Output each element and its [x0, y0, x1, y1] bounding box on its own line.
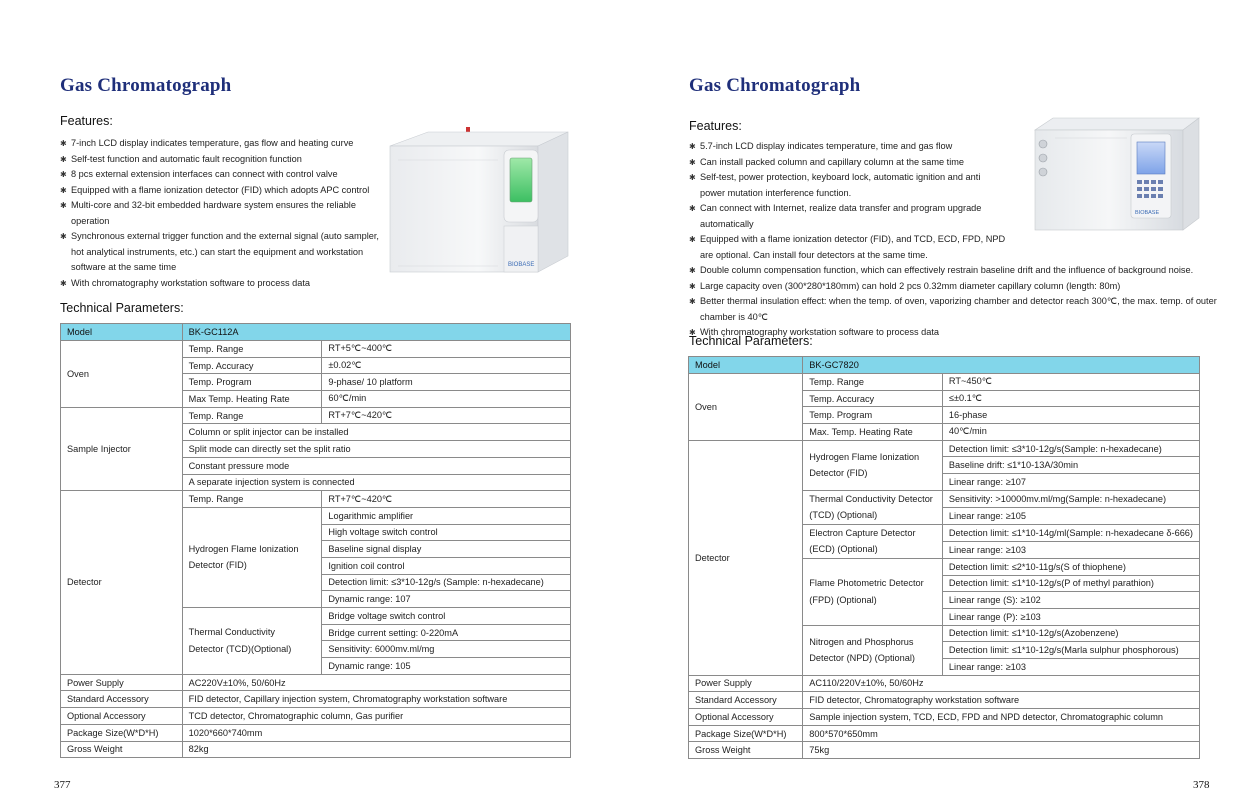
param-value: Detection limit: ≤1*10-14g/ml(Sample: n-hexadecane δ-666): [942, 524, 1199, 541]
tech-params-heading: Technical Parameters:: [689, 334, 813, 348]
injector-label: Sample Injector: [61, 407, 183, 490]
spec-table: [60, 323, 571, 758]
param-value: 9-phase/ 10 platform: [322, 374, 571, 391]
param-value: Detection limit: ≤1*10-12g/s(Azobenzene): [942, 625, 1199, 642]
features-heading: Features:: [689, 119, 742, 133]
param-value: Dynamic range: 105: [322, 658, 571, 675]
param-name: Temp. Range: [182, 341, 322, 358]
table-row: [689, 692, 1200, 709]
param-value: 40℃/min: [942, 424, 1199, 441]
param-value: Linear range: ≥103: [942, 541, 1199, 558]
param-value: 60℃/min: [322, 391, 571, 408]
param-name: Package Size(W*D*H): [61, 724, 183, 741]
fid-label-line1: Hydrogen Flame Ionization: [188, 543, 299, 554]
table-row: [689, 675, 1200, 692]
tcd-label-line1: Thermal Conductivity Detector: [809, 493, 933, 504]
list-item: ✱ Better thermal insulation effect: when the temp. of oven, vaporizing chamber and detector reach 300℃, the max. temp. of outer chamber is 40℃: [689, 294, 1219, 325]
param-value: Linear range: ≥103: [942, 658, 1199, 675]
list-item: ✱ 5.7-inch LCD display indicates temperature, time and gas flow: [689, 139, 1019, 155]
param-name: Temp. Program: [803, 407, 943, 424]
brand-logo: BIOBASE: [508, 262, 535, 268]
tcd-label-line1: Thermal Conductivity: [188, 627, 275, 638]
tcd-label-line2: (TCD) (Optional): [809, 510, 878, 521]
list-item: ✱ Large capacity oven (300*280*180mm) can hold 2 pcs 0.32mm diameter capillary column (length: 80m): [689, 279, 1219, 295]
spec-table: [688, 356, 1200, 759]
param-value: Baseline signal display: [322, 541, 571, 558]
param-value: Dynamic range: 107: [322, 591, 571, 608]
table-row: [61, 741, 571, 758]
param-name: Gross Weight: [61, 741, 183, 758]
table-row: [689, 374, 1200, 391]
list-item: ✱ Self-test function and automatic fault recognition function: [60, 152, 390, 168]
model-label: Model: [689, 357, 803, 374]
brand-logo: BIOBASE: [1135, 210, 1160, 216]
param-value: Detection limit: ≤1*10-12g/s(P of methyl parathion): [942, 575, 1199, 592]
tcd-label: [803, 490, 943, 524]
npd-label: [803, 625, 943, 675]
list-item: ✱ With chromatography workstation software to process data: [60, 276, 390, 292]
product-image: [388, 126, 570, 276]
product-image: [1033, 114, 1201, 234]
param-name: Package Size(W*D*H): [689, 725, 803, 742]
page-title: Gas Chromatograph: [689, 75, 861, 96]
npd-label-line1: Nitrogen and Phosphorus: [809, 636, 914, 647]
param-value: FID detector, Chromatography workstation software: [803, 692, 1200, 709]
param-name: Power Supply: [689, 675, 803, 692]
param-name: Optional Accessory: [689, 709, 803, 726]
param-value: Ignition coil control: [322, 557, 571, 574]
list-item: ✱ Multi-core and 32-bit embedded hardware system ensures the reliable operation: [60, 198, 390, 229]
param-value: Sample injection system, TCD, ECD, FPD and NPD detector, Chromatographic column: [803, 709, 1200, 726]
fid-label-line1: Hydrogen Flame Ionization: [809, 451, 920, 462]
param-name: Gross Weight: [689, 742, 803, 759]
param-value: Detection limit: ≤3*10-12g/s (Sample: n-hexadecane): [322, 574, 571, 591]
ecd-label-line1: Electron Capture Detector: [809, 527, 916, 538]
param-name: Optional Accessory: [61, 708, 183, 725]
param-value: Baseline drift: ≤1*10-13A/30min: [942, 457, 1199, 474]
features-heading: Features:: [60, 114, 113, 128]
fpd-label: [803, 558, 943, 625]
param-value: Detection limit: ≤3*10-12g/s(Sample: n-hexadecane): [942, 440, 1199, 457]
param-value: Linear range: ≥105: [942, 507, 1199, 524]
table-row: [689, 709, 1200, 726]
right-page: [629, 0, 1258, 800]
param-value: ≤±0.1℃: [942, 390, 1199, 407]
features-list: [60, 136, 390, 291]
ecd-label-line2: (ECD) (Optional): [809, 544, 878, 555]
page-title: Gas Chromatograph: [60, 75, 232, 96]
tcd-label: [182, 608, 322, 675]
table-row: [689, 725, 1200, 742]
list-item: ✱ With chromatography workstation software to process data: [689, 325, 1219, 341]
param-value: ±0.02℃: [322, 357, 571, 374]
table-header-row: [689, 357, 1200, 374]
param-note: Split mode can directly set the split ratio: [182, 441, 570, 458]
fid-label: [803, 440, 943, 490]
detector-label: Detector: [689, 440, 803, 675]
param-value: 16-phase: [942, 407, 1199, 424]
param-name: Max Temp. Heating Rate: [182, 391, 322, 408]
param-name: Standard Accessory: [689, 692, 803, 709]
param-value: 800*570*650mm: [803, 725, 1200, 742]
gas-chromatograph-illustration: [388, 126, 570, 276]
tech-params-heading: Technical Parameters:: [60, 301, 184, 315]
list-item: ✱ Double column compensation function, which can effectively restrain baseline drift and the influence of background noise.: [689, 263, 1219, 279]
param-value: Linear range (P): ≥103: [942, 608, 1199, 625]
page-number: 378: [1193, 779, 1210, 791]
fid-label: [182, 507, 322, 607]
oven-label: Oven: [689, 374, 803, 441]
param-value: Detection limit: ≤1*10-12g/s(Marla sulphur phosphorous): [942, 642, 1199, 659]
oven-label: Oven: [61, 341, 183, 408]
param-value: RT+5℃~400℃: [322, 341, 571, 358]
list-item: ✱ Synchronous external trigger function and the external signal (auto sampler, hot analytical instruments, etc.) can start the equipment and workstation software at the same time: [60, 229, 390, 276]
model-value: BK-GC112A: [182, 324, 570, 341]
list-item: ✱ Self-test, power protection, keyboard lock, automatic ignition and anti power mutation interference function.: [689, 170, 999, 201]
tcd-label-line2: Detector (TCD)(Optional): [188, 643, 292, 654]
list-item: ✱ Equipped with a flame ionization detector (FID) which adopts APC control: [60, 183, 390, 199]
param-note: Constant pressure mode: [182, 457, 570, 474]
fid-label-line2: Detector (FID): [188, 560, 247, 571]
page-number: 377: [54, 779, 71, 791]
param-name: Temp. Accuracy: [182, 357, 322, 374]
param-value: 1020*660*740mm: [182, 724, 570, 741]
param-value: FID detector, Capillary injection system, Chromatography workstation software: [182, 691, 570, 708]
param-note: A separate injection system is connected: [182, 474, 570, 491]
table-row: [689, 440, 1200, 457]
param-value: RT~450℃: [942, 374, 1199, 391]
fpd-label-line2: (FPD) (Optional): [809, 594, 877, 605]
param-name: Temp. Accuracy: [803, 390, 943, 407]
table-row: [61, 724, 571, 741]
param-value: Logarithmic amplifier: [322, 507, 571, 524]
param-value: Linear range (S): ≥102: [942, 592, 1199, 609]
param-value: Bridge current setting: 0-220mA: [322, 624, 571, 641]
param-name: Standard Accessory: [61, 691, 183, 708]
param-name: Temp. Range: [182, 491, 322, 508]
param-note: Column or split injector can be installed: [182, 424, 570, 441]
param-value: RT+7℃~420℃: [322, 407, 571, 424]
param-value: Sensitivity: >10000mv.ml/mg(Sample: n-hexadecane): [942, 490, 1199, 507]
detector-label: Detector: [61, 491, 183, 675]
param-name: Temp. Range: [182, 407, 322, 424]
param-value: 75kg: [803, 742, 1200, 759]
list-item: ✱ 7-inch LCD display indicates temperature, gas flow and heating curve: [60, 136, 390, 152]
param-value: AC110/220V±10%, 50/60Hz: [803, 675, 1200, 692]
param-value: Bridge voltage switch control: [322, 608, 571, 625]
table-row: [61, 407, 571, 424]
fpd-label-line1: Flame Photometric Detector: [809, 578, 924, 589]
gas-chromatograph-illustration: [1033, 114, 1201, 234]
param-name: Temp. Range: [803, 374, 943, 391]
table-row: [61, 341, 571, 358]
param-value: Sensitivity: 6000mv.ml/mg: [322, 641, 571, 658]
npd-label-line2: Detector (NPD) (Optional): [809, 653, 915, 664]
param-name: Power Supply: [61, 674, 183, 691]
table-header-row: [61, 324, 571, 341]
param-value: High voltage switch control: [322, 524, 571, 541]
model-value: BK-GC7820: [803, 357, 1200, 374]
table-row: [61, 491, 571, 508]
table-row: [61, 691, 571, 708]
param-value: AC220V±10%, 50/60Hz: [182, 674, 570, 691]
param-value: 82kg: [182, 741, 570, 758]
list-item: ✱ Can install packed column and capillary column at the same time: [689, 155, 1019, 171]
fid-label-line2: Detector (FID): [809, 468, 868, 479]
ecd-label: [803, 524, 943, 558]
param-value: Detection limit: ≤2*10-11g/s(S of thiophene): [942, 558, 1199, 575]
param-value: RT+7℃~420℃: [322, 491, 571, 508]
list-item: ✱ Can connect with Internet, realize data transfer and program upgrade automatically: [689, 201, 1029, 232]
table-row: [61, 674, 571, 691]
list-item: ✱ 8 pcs external extension interfaces can connect with control valve: [60, 167, 390, 183]
list-item: ✱ Equipped with a flame ionization detector (FID), and TCD, ECD, FPD, NPD are optional. Can install four detectors at the same time.: [689, 232, 1019, 263]
model-label: Model: [61, 324, 183, 341]
param-name: Max. Temp. Heating Rate: [803, 424, 943, 441]
param-name: Temp. Program: [182, 374, 322, 391]
table-row: [61, 708, 571, 725]
param-value: TCD detector, Chromatographic column, Gas purifier: [182, 708, 570, 725]
table-row: [689, 742, 1200, 759]
param-value: Linear range: ≥107: [942, 474, 1199, 491]
